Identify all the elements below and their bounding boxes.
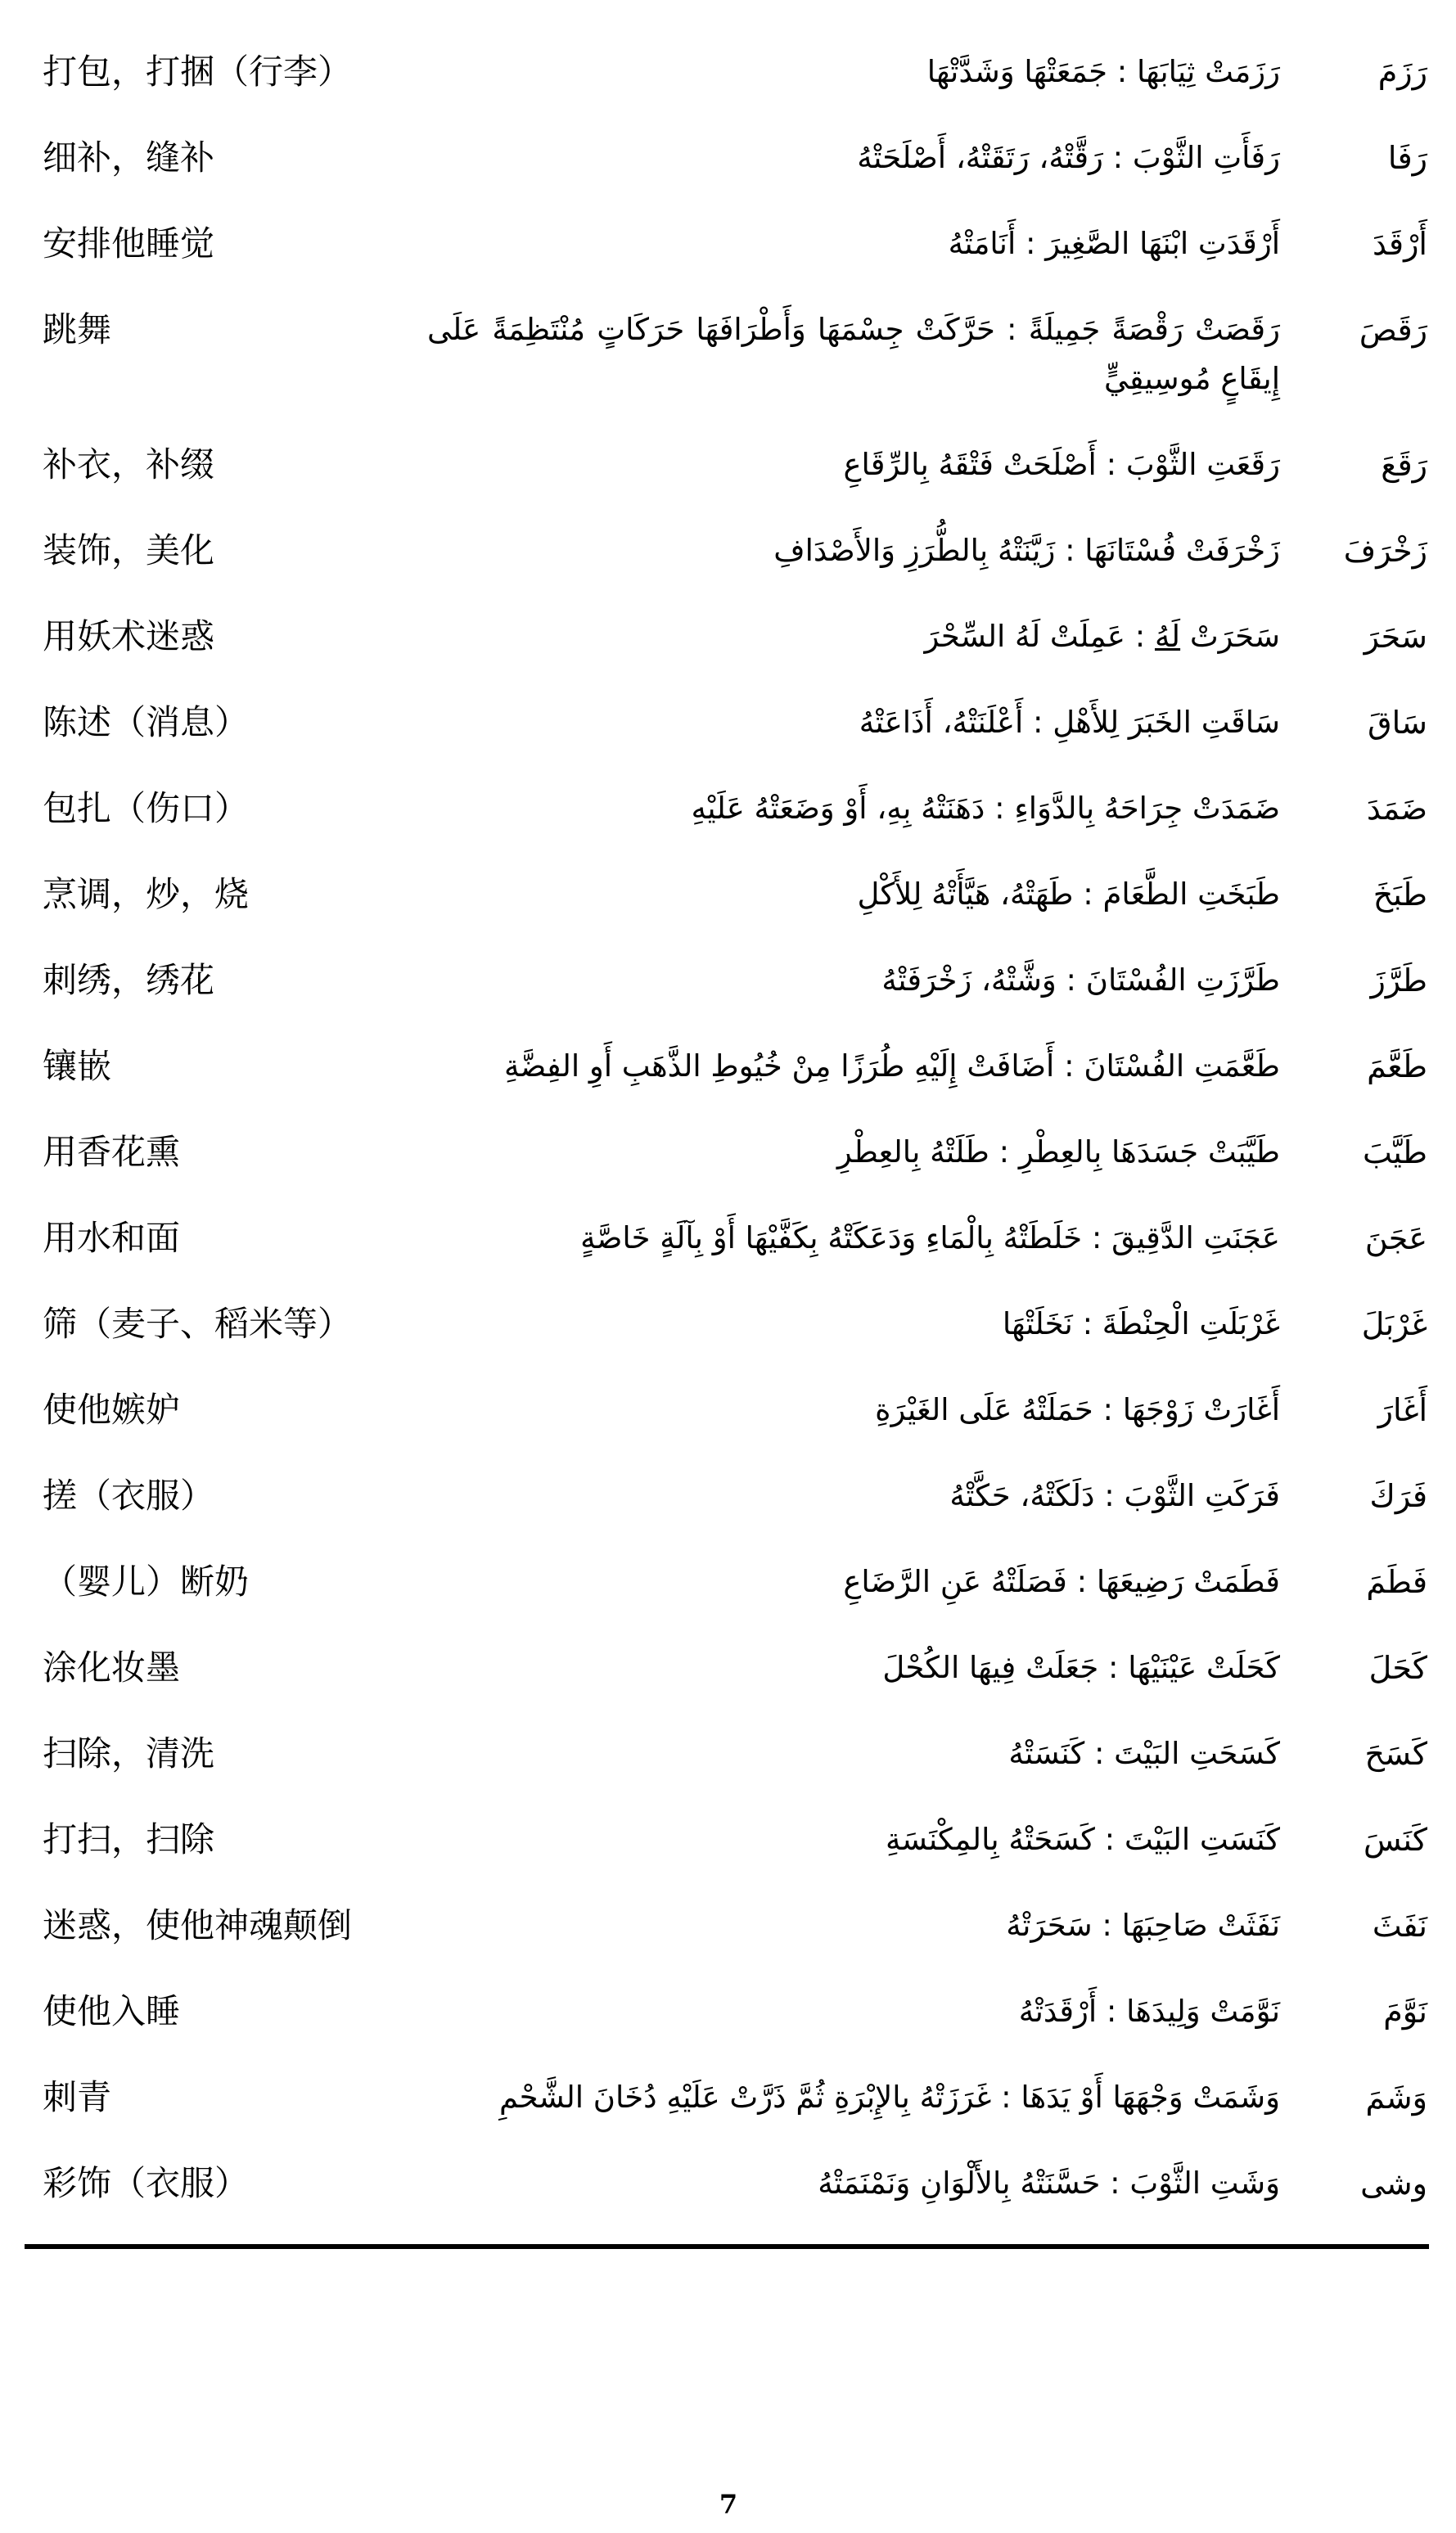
arabic-headword: أَغَارَ [1377, 1392, 1427, 1428]
arabic-example: رَقَعَتِ الثَّوْبَ : أَصْلَحَتْ فَتْقَهُ بِالرِّقَاعِ [843, 447, 1280, 482]
arabic-example: نَفَثَتْ صَاحِبَهَا : سَحَرَتْهُ [1006, 1908, 1280, 1943]
chinese-translation: 彩饰（衣服） [43, 2163, 250, 2203]
dictionary-entry [43, 47, 1427, 97]
arabic-example: نَوَّمَتْ وَلِيدَهَا : أَرْقَدَتْهُ [1018, 1994, 1280, 2029]
chinese-translation: 涂化妆墨 [43, 1647, 181, 1688]
dictionary-entry [43, 1643, 1427, 1692]
bottom-rule [25, 2244, 1429, 2249]
dictionary-entry [43, 1557, 1427, 1607]
entry-list [43, 47, 1427, 2208]
dictionary-entry [43, 2073, 1427, 2122]
arabic-example: كَسَحَتِ البَيْتَ : كَنَسَتْهُ [1008, 1736, 1280, 1771]
arabic-headword: كَحَلَ [1368, 1650, 1427, 1686]
arabic-headword: طَبَخَ [1373, 877, 1427, 913]
chinese-translation: 筛（麦子、稻米等） [43, 1304, 353, 1344]
arabic-example: عَجَنَتِ الدَّقِيقَ : خَلَطَتْهُ بِالْمَاءِ وَدَعَكَتْهُ بِكَفَّيْهَا أَوْ بِآلَةٍ خَاصَّةٍ [580, 1220, 1280, 1255]
arabic-headword: أَرْقَدَ [1372, 226, 1427, 262]
arabic-example: سَاقَتِ الخَبَرَ لِلأَهْلِ : أَعْلَنَتْهُ، أَذَاعَتْهُ [859, 705, 1280, 740]
chinese-translation: 迷惑，使他神魂颠倒 [43, 1905, 353, 1945]
dictionary-entry [43, 870, 1427, 919]
dictionary-entry [43, 2159, 1427, 2208]
dictionary-entry [43, 1901, 1427, 1950]
chinese-translation: 包扎（伤口） [43, 788, 250, 828]
arabic-headword: رَقَصَ [1359, 312, 1427, 348]
arabic-example: طَبَخَتِ الطَّعَامَ : طَهَتْهُ، هَيَّأَتْهُ لِلأَكْلِ [857, 877, 1280, 912]
dictionary-entry [43, 1128, 1427, 1177]
arabic-example: فَرَكَتِ الثَّوْبَ : دَلَكَتْهُ، حَكَّتْهُ [949, 1478, 1280, 1513]
dictionary-entry [43, 526, 1427, 575]
arabic-example: وَشَمَتْ وَجْهَهَا أَوْ يَدَهَا : غَرَزَتْهُ بِالإِبْرَةِ ثُمَّ ذَرَّتْ عَلَيْهِ دُخَانَ الشَّحْمِ [498, 2080, 1280, 2115]
chinese-translation: 细补，缝补 [43, 137, 215, 178]
arabic-headword: طَيَّبَ [1362, 1134, 1427, 1170]
arabic-example: ضَمَدَتْ جِرَاحَهُ بِالدَّوَاءِ : دَهَنَتْهُ بِهِ، أَوْ وَضَعَتْهُ عَلَيْهِ [691, 791, 1280, 826]
chinese-translation: 烹调，炒，烧 [43, 874, 250, 914]
dictionary-entry [43, 440, 1427, 489]
arabic-headword: عَجَنَ [1364, 1220, 1427, 1256]
page-number: 7 [719, 2489, 738, 2520]
chinese-translation: 使他入睡 [43, 1991, 181, 2031]
arabic-example: زَخْرَفَتْ فُسْتَانَهَا : زَيَّنَتْهُ بِالطُّرَزِ وَالأَصْدَافِ [773, 533, 1280, 568]
dictionary-entry [43, 1729, 1427, 1778]
arabic-example [427, 612, 1280, 661]
arabic-headword: فَطَمَ [1366, 1564, 1427, 1600]
arabic-headword: نَفَثَ [1372, 1908, 1427, 1944]
dictionary-entry [43, 956, 1427, 1005]
arabic-headword: نَوَّمَ [1383, 1994, 1427, 2030]
arabic-example: أَغَارَتْ زَوْجَهَا : حَمَلَتْهُ عَلَى الغَيْرَةِ [875, 1392, 1280, 1427]
arabic-example: كَحَلَتْ عَيْنَيْهَا : جَعَلَتْ فِيهَا الكُحْلَ [882, 1650, 1280, 1685]
arabic-headword: زَخْرَفَ [1343, 533, 1427, 569]
arabic-headword: كَسَحَ [1364, 1736, 1427, 1772]
arabic-example: رَزَمَتْ ثِيَابَهَا : جَمَعَتْهَا وَشَدَّتْهَا [926, 54, 1280, 89]
chinese-translation: 补衣，补缀 [43, 444, 215, 485]
dictionary-entry [43, 784, 1427, 833]
chinese-translation: 安排他睡觉 [43, 223, 215, 264]
arabic-headword: رَفَا [1387, 140, 1427, 176]
chinese-translation: 用香花熏 [43, 1132, 181, 1172]
arabic-headword: سَحَرَ [1364, 619, 1427, 655]
chinese-translation: 使他嫉妒 [43, 1390, 181, 1430]
dictionary-entry [43, 1815, 1427, 1864]
dictionary-entry [43, 133, 1427, 183]
arabic-example: فَطَمَتْ رَضِيعَهَا : فَصَلَتْهُ عَنِ الرَّضَاعِ [843, 1564, 1280, 1599]
example-text: : عَمِلَتْ لَهُ السِّحْرَ [924, 619, 1155, 654]
dictionary-entry [43, 1300, 1427, 1349]
chinese-translation: 装饰，美化 [43, 530, 215, 570]
chinese-translation: 打包，打捆（行李） [43, 52, 353, 92]
chinese-translation: 跳舞 [43, 309, 112, 349]
chinese-translation: 用妖术迷惑 [43, 616, 215, 656]
arabic-headword: سَاقَ [1368, 705, 1427, 741]
chinese-translation: 搓（衣服） [43, 1476, 215, 1516]
dictionary-entry [43, 1987, 1427, 2036]
dictionary-entry [43, 698, 1427, 747]
arabic-example: طَعَّمَتِ الفُسْتَانَ : أَضَافَتْ إِلَيْهِ طُرَزًا مِنْ خُيُوطِ الذَّهَبِ أَوِ الفِضَّةِ [503, 1048, 1280, 1084]
arabic-headword: ضَمَدَ [1366, 791, 1427, 827]
chinese-translation: 刺青 [43, 2077, 112, 2117]
arabic-headword: طَرَّزَ [1370, 962, 1427, 998]
arabic-headword: كَنَسَ [1363, 1822, 1427, 1858]
underlined-word: لَهُ [1154, 619, 1181, 654]
arabic-example: كَنَسَتِ البَيْتَ : كَسَحَتْهُ بِالمِكْنَسَةِ [885, 1822, 1280, 1857]
chinese-translation: 用水和面 [43, 1218, 181, 1258]
dictionary-entry [43, 1042, 1427, 1091]
dictionary-entry [43, 1214, 1427, 1263]
arabic-example: أَرْقَدَتِ ابْنَهَا الصَّغِيرَ : أَنَامَتْهُ [948, 226, 1280, 261]
arabic-headword: وَشَمَ [1365, 2080, 1427, 2116]
arabic-example: غَرْبَلَتِ الْحِنْطَةَ : نَخَلَتْهَا [1002, 1306, 1280, 1341]
arabic-headword: فَرَكَ [1369, 1478, 1427, 1514]
arabic-headword: رَقَعَ [1381, 447, 1427, 483]
arabic-headword: غَرْبَلَ [1361, 1306, 1427, 1342]
arabic-example: وَشَتِ الثَّوْبَ : حَسَّنَتْهُ بِالأَلْوَانِ وَنَمْنَمَتْهُ [818, 2166, 1280, 2201]
arabic-headword: وشى [1360, 2166, 1427, 2202]
dictionary-entry [43, 1472, 1427, 1521]
chinese-translation: （婴儿）断奶 [43, 1562, 250, 1602]
dictionary-entry [43, 219, 1427, 268]
chinese-translation: 陈述（消息） [43, 702, 250, 742]
chinese-translation: 刺绣，绣花 [43, 960, 215, 1000]
arabic-headword: رَزَمَ [1377, 54, 1427, 90]
dictionary-entry [43, 612, 1427, 661]
example-text: سَحَرَتْ [1180, 619, 1280, 654]
chinese-translation: 打扫，扫除 [43, 1819, 215, 1859]
arabic-example: طَيَّبَتْ جَسَدَهَا بِالعِطْرِ : طَلَتْهُ بِالعِطْرِ [836, 1134, 1280, 1170]
arabic-headword: طَعَّمَ [1367, 1048, 1427, 1084]
chinese-translation: 扫除，清洗 [43, 1733, 215, 1774]
chinese-translation: 镶嵌 [43, 1046, 112, 1086]
arabic-example: طَرَّزَتِ الفُسْتَانَ : وَشَّتْهُ، زَخْرَفَتْهُ [881, 962, 1280, 998]
dictionary-entry [43, 1386, 1427, 1435]
arabic-example: رَفَأَتِ الثَّوْبَ : رَقَّتْهُ، رَتَقَتْهُ، أَصْلَحَتْهُ [857, 140, 1280, 175]
dictionary-entry [43, 305, 1427, 403]
arabic-example: رَقَصَتْ رَقْصَةً جَمِيلَةً : حَرَّكَتْ جِسْمَهَا وَأَطْرَافَهَا حَرَكَاتٍ مُنْتَظِمَةً عَلَى إِيقَاعٍ مُوسِيقِيٍّ [427, 312, 1280, 396]
